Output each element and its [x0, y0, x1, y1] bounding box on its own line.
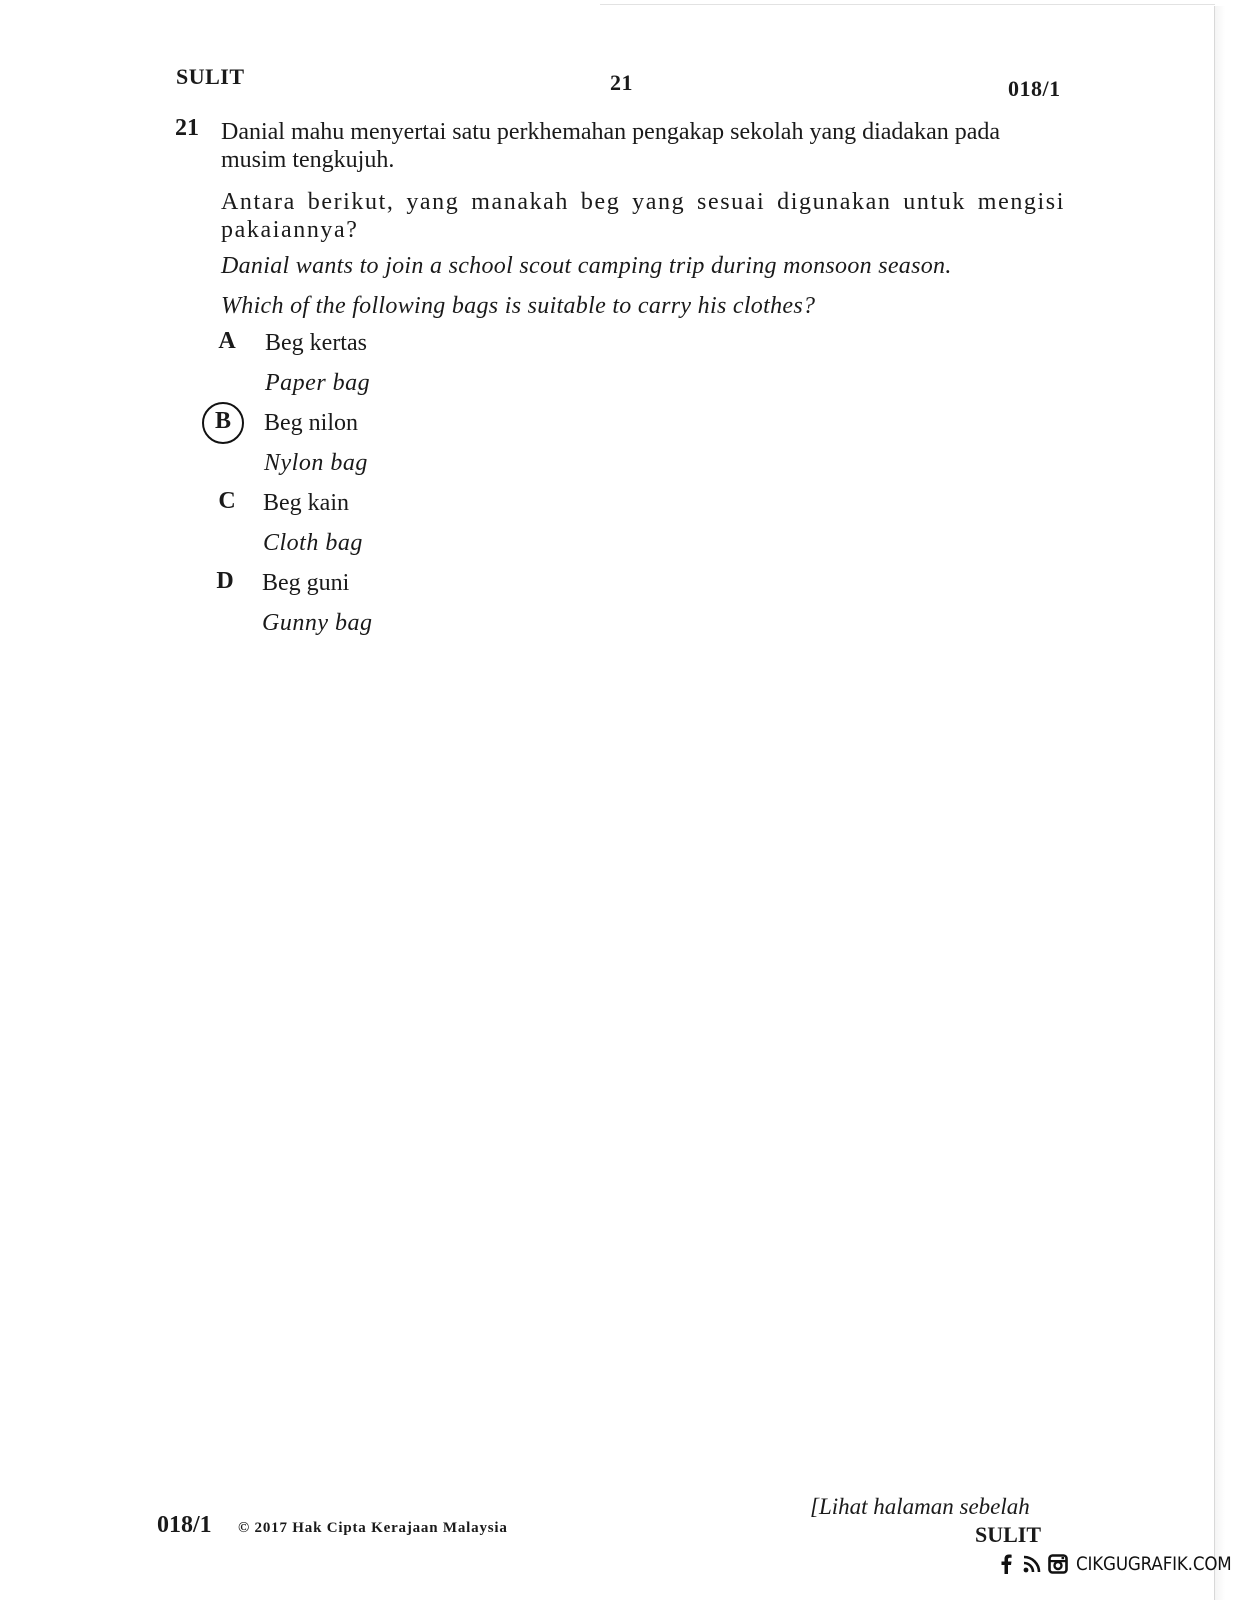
option-english: Cloth bag [263, 530, 363, 556]
footer-classification: SULIT [975, 1522, 1042, 1547]
question-stem-malay-1: Danial mahu menyertai satu perkhemahan pengakap sekolah yang diadakan pada musim tengkujuh. [221, 119, 1001, 173]
option-letter: D [216, 568, 234, 594]
page-top-edge [600, 4, 1215, 5]
question-stem-english-1: Danial wants to join a school scout camping trip during monsoon season. [221, 253, 952, 279]
facebook-icon [996, 1554, 1016, 1574]
option-english: Paper bag [265, 370, 371, 396]
option-malay: Beg guni [262, 570, 350, 596]
option-english: Nylon bag [264, 450, 368, 476]
header-page-number: 21 [610, 70, 633, 95]
footer-copyright: © 2017 Hak Cipta Kerajaan Malaysia [238, 1520, 508, 1536]
option-letter: A [218, 328, 236, 354]
header-classification: SULIT [176, 64, 245, 89]
rss-icon [1022, 1554, 1042, 1574]
option-letter: C [218, 488, 236, 514]
option-malay: Beg kertas [265, 330, 367, 356]
footer-paper-code: 018/1 [157, 1512, 212, 1538]
instagram-icon [1048, 1554, 1068, 1574]
brand-name: CIKGUGRAFIK.COM [1076, 1553, 1232, 1575]
option-english: Gunny bag [262, 610, 373, 636]
footer-next-page: [Lihat halaman sebelah [810, 1494, 1030, 1519]
option-letter: B [214, 408, 231, 434]
option-malay: Beg nilon [264, 410, 358, 436]
brand-watermark [996, 1553, 1237, 1575]
question-stem-malay-2: Antara berikut, yang manakah beg yang sesuai digunakan untuk mengisi pakaiannya? [221, 189, 1065, 243]
question-stem-english-2: Which of the following bags is suitable to carry his clothes? [221, 293, 816, 319]
page-right-edge [1214, 6, 1225, 1600]
header-paper-code: 018/1 [1008, 76, 1061, 101]
option-malay: Beg kain [263, 490, 349, 516]
question-number: 21 [175, 115, 199, 141]
